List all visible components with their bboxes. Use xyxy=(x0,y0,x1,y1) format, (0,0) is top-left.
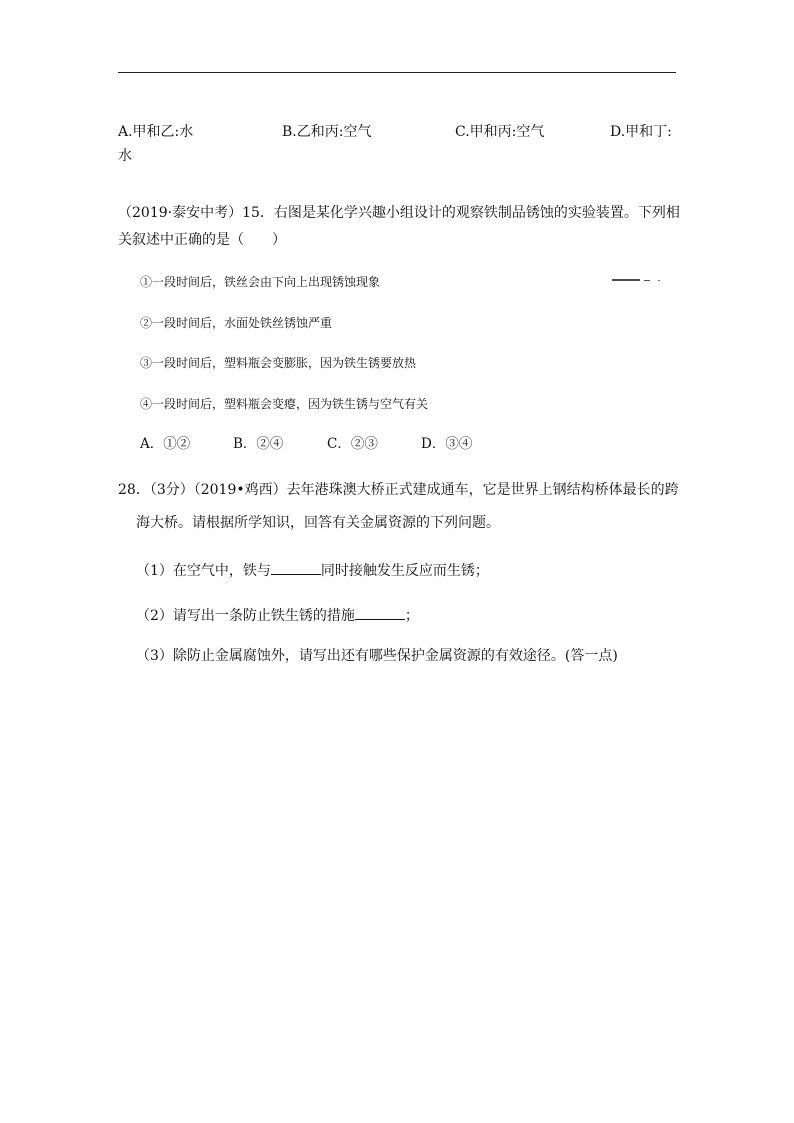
q28-sub2-prefix: （2）请写出一条防止铁生锈的措施 xyxy=(136,608,355,624)
q28-sub1-suffix: 同时接触发生反应而生锈； xyxy=(320,563,489,579)
q14-option-d: D.甲和丁: xyxy=(610,124,672,140)
q15-option-a: A．①② xyxy=(140,436,191,452)
header-rule xyxy=(118,72,676,73)
q15-statement-3: ③一段时间后，塑料瓶会变膨胀，因为铁生锈要放热 xyxy=(140,356,417,370)
q15-statement-1: ①一段时间后，铁丝会由下向上出现锈蚀现象 xyxy=(140,275,381,289)
experiment-figure-fragment xyxy=(612,278,662,284)
q14-option-a: A.甲和乙:水 xyxy=(118,124,194,140)
q14-option-d-continued: 水 xyxy=(118,148,132,164)
q28-sub2-suffix: ； xyxy=(404,608,419,624)
q14-option-c: C.甲和丙:空气 xyxy=(455,124,545,140)
q28-sub1-answer-blank[interactable] xyxy=(271,560,321,575)
q14-option-b: B.乙和丙:空气 xyxy=(282,124,372,140)
q15-statement-4: ④一段时间后，塑料瓶会变瘪，因为铁生锈与空气有关 xyxy=(140,397,429,411)
q15-stem-line2: 关叙述中正确的是（ ） xyxy=(118,232,286,248)
q15-stem-line1: （2019·泰安中考）15．右图是某化学兴趣小组设计的观察铁制品锈蚀的实验装置。下列相 xyxy=(118,205,680,221)
q15-option-b: B．②④ xyxy=(233,436,284,452)
q28-sub2-answer-blank[interactable] xyxy=(355,605,405,620)
q15-statement-2: ②一段时间后，水面处铁丝锈蚀严重 xyxy=(140,316,333,330)
q15-option-c: C．②③ xyxy=(327,436,378,452)
q28-stem-line2: 海大桥。请根据所学知识，回答有关金属资源的下列问题。 xyxy=(136,515,500,531)
q28-sub1 xyxy=(136,560,489,578)
q28-stem-line1: 28．（3分）（2019•鸡西）去年港珠澳大桥正式建成通车，它是世界上钢结构桥体最长的跨 xyxy=(118,482,679,498)
q15-option-d: D．③④ xyxy=(421,436,473,452)
q28-sub3: （3）除防止金属腐蚀外，请写出还有哪些保护金属资源的有效途径。(答一点) xyxy=(136,648,618,664)
q28-sub2 xyxy=(136,605,419,623)
q28-sub1-prefix: （1）在空气中，铁与 xyxy=(136,563,271,579)
